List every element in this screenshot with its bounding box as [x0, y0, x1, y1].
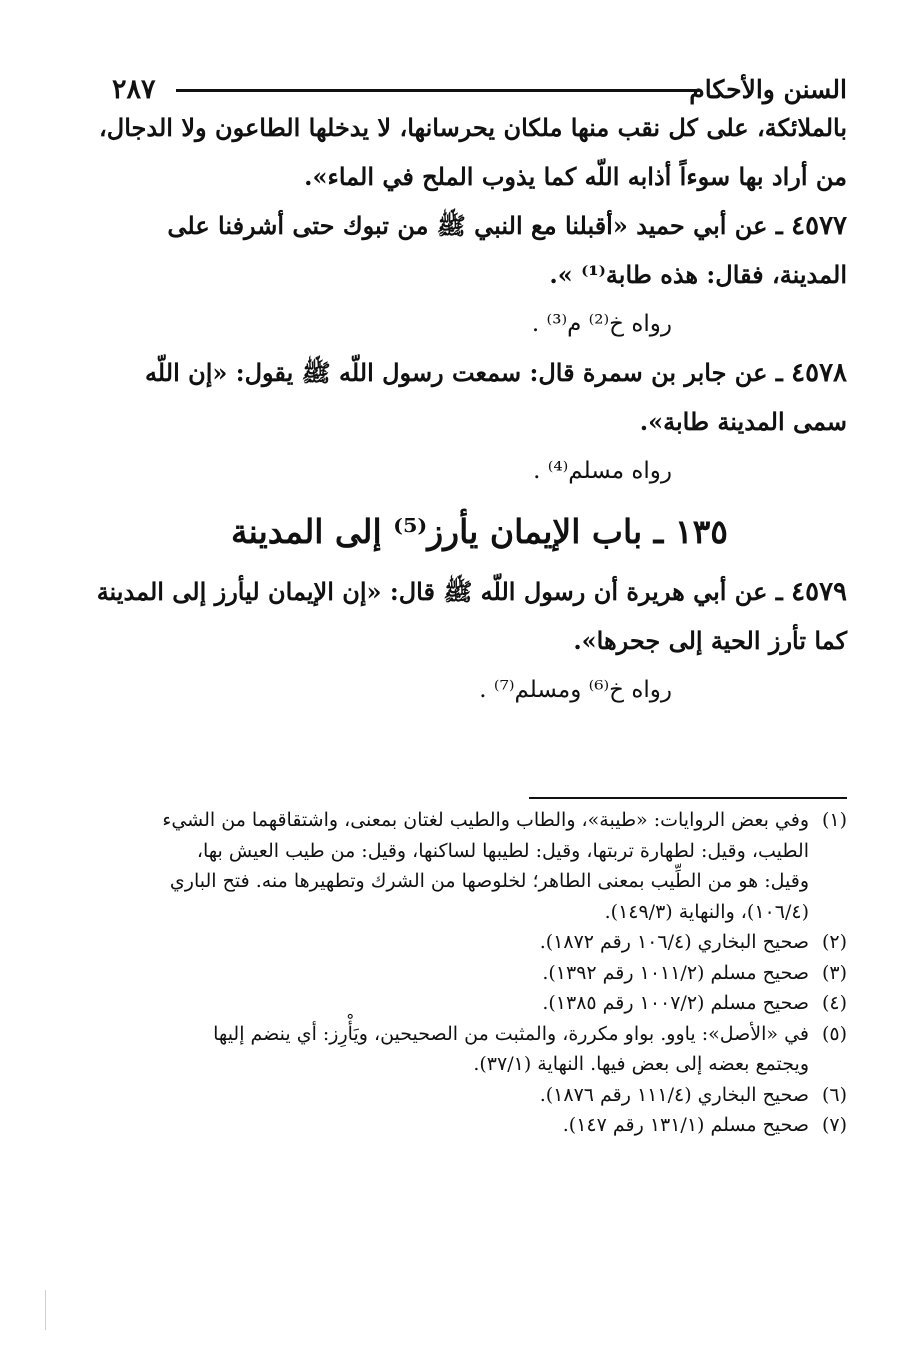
- hadith-4578-source: رواه مسلم⁽⁴⁾ .: [533, 458, 672, 484]
- footnote-number: (٣): [821, 961, 847, 984]
- page-number: ٢٨٧: [112, 74, 156, 105]
- hadith-4577-source: رواه خ⁽²⁾ م⁽³⁾ .: [531, 311, 672, 337]
- hadith-number: ٤٥٧٧: [791, 211, 847, 241]
- footnote-line: صحيح البخاري (١٠٦/٤ رقم ١٨٧٢).: [539, 931, 809, 953]
- footnote-line: ويجتمع بعضه إلى بعض فيها. النهاية (٣٧/١).: [473, 1053, 809, 1075]
- hadith-4579-line-1: [96, 577, 847, 607]
- header-rule: [176, 89, 699, 92]
- footnote-2: [112, 927, 847, 958]
- hadith-text: ـ عن أبي حميد «أقبلنا مع النبي ﷺ من تبوك حتى أشرفنا على: [167, 211, 792, 240]
- footnote-6: [112, 1080, 847, 1111]
- text-line: بالملائكة، على كل نقب منها ملكان يحرسانها، لا يدخلها الطاعون ولا الدجال،: [99, 113, 847, 142]
- footnote-number: (٧): [821, 1114, 847, 1136]
- footnotes: [112, 805, 847, 1141]
- hadith-4578-line-2: سمى المدينة طابة».: [639, 407, 847, 436]
- footnote-line: وفي بعض الروايات: «طيبة»، والطاب والطيب لغتان بمعنى، واشتقاقهما من الشيء: [162, 809, 809, 831]
- footnote-line: صحيح مسلم (١٣١/١ رقم ١٤٧).: [562, 1114, 809, 1136]
- footnote-line: (١٠٦/٤)، والنهاية (١٤٩/٣).: [604, 900, 809, 923]
- footnote-number: (٢): [821, 931, 847, 953]
- hadith-4577-line-2: المدينة، فقال: هذه طابة⁽¹⁾ ».: [549, 260, 847, 289]
- footnote-separator: [529, 797, 847, 799]
- hadith-number: ٤٥٧٩: [791, 577, 847, 607]
- footnote-line: في «الأصل»: ياوو. بواو مكررة، والمثبت من الصحيحين، ويَأْرِز: أي ينضم إليها: [213, 1022, 809, 1045]
- footnote-number: (٦): [821, 1083, 847, 1106]
- main-text: [96, 113, 847, 725]
- running-header: [112, 70, 847, 110]
- hadith-text: ـ عن جابر بن سمرة قال: سمعت رسول اللّه ﷺ يقول: «إن اللّه: [144, 358, 792, 387]
- chapter-heading: ١٣٥ ـ باب الإيمان يأرز⁽⁵⁾ إلى المدينة: [230, 512, 729, 551]
- hadith-4577-line-1: [112, 212, 847, 240]
- footnote-5: [112, 1019, 847, 1080]
- footnote-3: [112, 958, 847, 989]
- hadith-4578-line-1: [112, 359, 847, 387]
- footnote-number: (٤): [821, 992, 847, 1014]
- footnote-line: الطيب، وقيل: لطهارة تربتها، وقيل: لطيبها لساكنها، وقيل: من طيب العيش بها،: [196, 839, 809, 862]
- hadith-number: ٤٥٧٨: [791, 358, 847, 388]
- hadith-text: ـ عن أبي هريرة أن رسول اللّه ﷺ قال: «إن الإيمان ليأرز إلى المدينة: [96, 577, 792, 606]
- footnote-7: [112, 1110, 847, 1141]
- hadith-4579-source: رواه خ⁽⁶⁾ ومسلم⁽⁷⁾ .: [479, 677, 672, 703]
- footnote-line: صحيح مسلم (١٠١١/٢ رقم ١٣٩٢).: [542, 961, 809, 984]
- scan-edge-mark: [45, 1290, 46, 1330]
- hadith-4579-line-2: كما تأرز الحية إلى جحرها».: [573, 626, 847, 655]
- footnote-number: (١): [821, 809, 847, 831]
- footnote-line: صحيح مسلم (١٠٠٧/٢ رقم ١٣٨٥).: [542, 992, 809, 1014]
- text-line: من أراد بها سوءاً أذابه اللّه كما يذوب الملح في الماء».: [304, 162, 847, 191]
- running-title: السنن والأحكام: [689, 75, 847, 104]
- footnote-number: (٥): [821, 1022, 847, 1045]
- footnote-1: [112, 805, 847, 927]
- footnote-line: وقيل: هو من الطِّيب بمعنى الطاهر؛ لخلوصها من الشرك وتطهيرها منه. فتح الباري: [169, 870, 809, 892]
- footnote-line: صحيح البخاري (١١١/٤ رقم ١٨٧٦).: [539, 1083, 809, 1106]
- footnote-4: [112, 988, 847, 1019]
